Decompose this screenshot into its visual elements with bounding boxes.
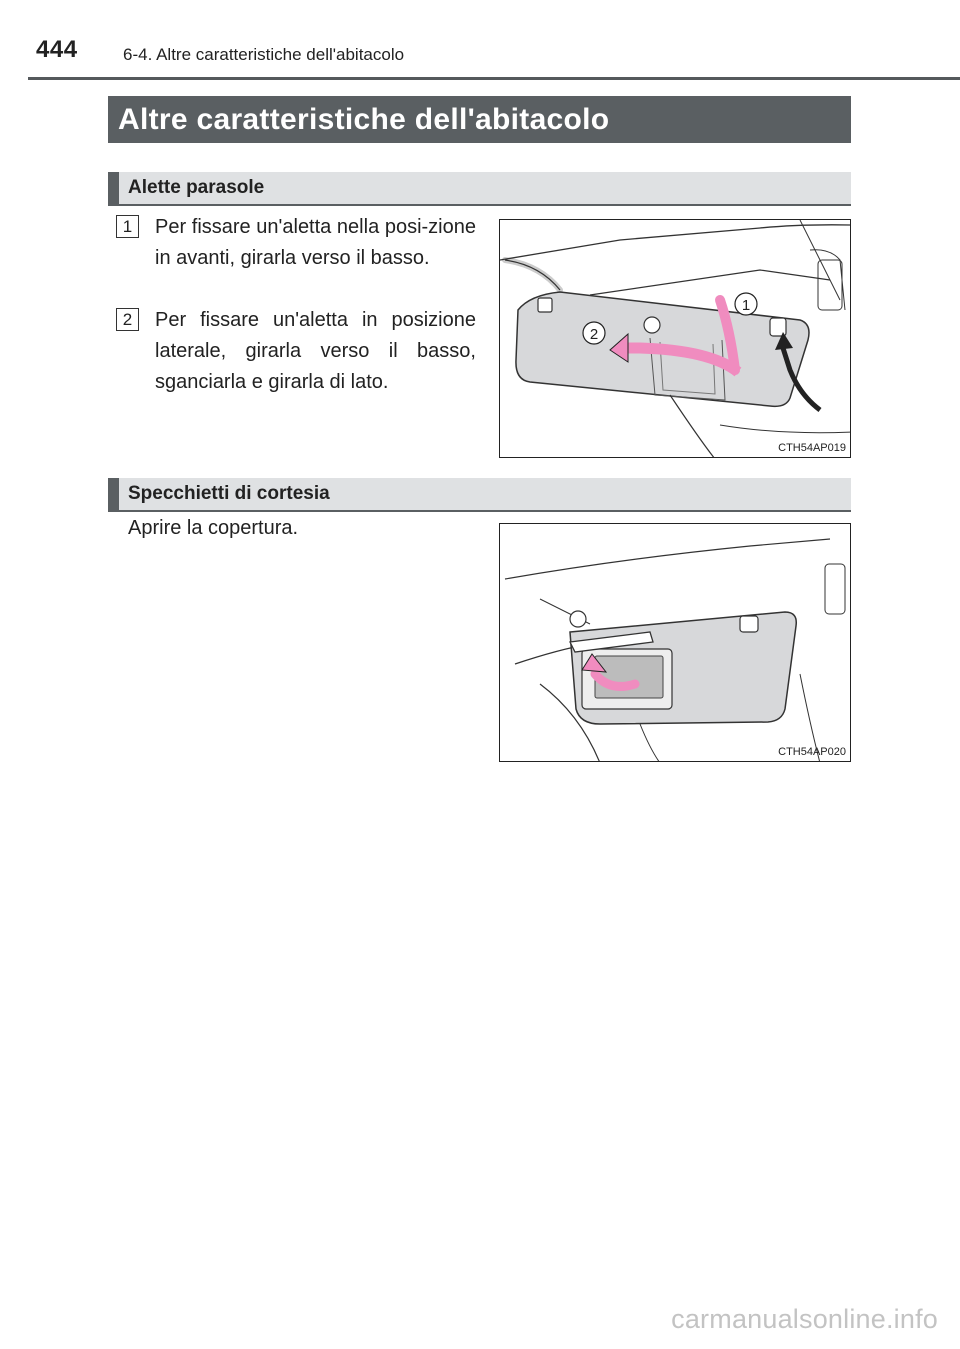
- instruction-item: [116, 305, 476, 398]
- item-text: Per fissare un'aletta nella posi-zione in avanti, girarla verso il basso.: [155, 216, 476, 269]
- figure-code: CTH54AP019: [778, 442, 846, 454]
- section-title-vanity-mirrors: Specchietti di cortesia: [108, 478, 851, 512]
- sun-visor-figure: [499, 219, 851, 458]
- callout-1: 1: [741, 297, 751, 314]
- figure-code: CTH54AP020: [778, 746, 846, 758]
- item-number: 2: [116, 308, 139, 331]
- item-number: 1: [116, 215, 139, 238]
- section-title-sun-visors: Alette parasole: [108, 172, 851, 206]
- sun-visor-illustration: [500, 220, 851, 458]
- header-rule: [28, 77, 960, 80]
- page-number: 444: [36, 36, 78, 63]
- instruction-text: Aprire la copertura.: [128, 517, 299, 539]
- item-text: Per fissare un'aletta in posizione laterale, girarla verso il basso, sganciarla e girarla di lato.: [155, 309, 476, 393]
- callout-2: 2: [589, 326, 599, 343]
- chapter-title: Altre caratteristiche dell'abitacolo: [108, 96, 851, 143]
- watermark: carmanualsonline.info: [671, 1304, 938, 1334]
- vanity-mirror-illustration: [500, 524, 851, 762]
- vanity-mirror-figure: [499, 523, 851, 762]
- instruction-item: [116, 212, 476, 274]
- running-head: 6-4. Altre caratteristiche dell'abitacolo: [123, 45, 405, 64]
